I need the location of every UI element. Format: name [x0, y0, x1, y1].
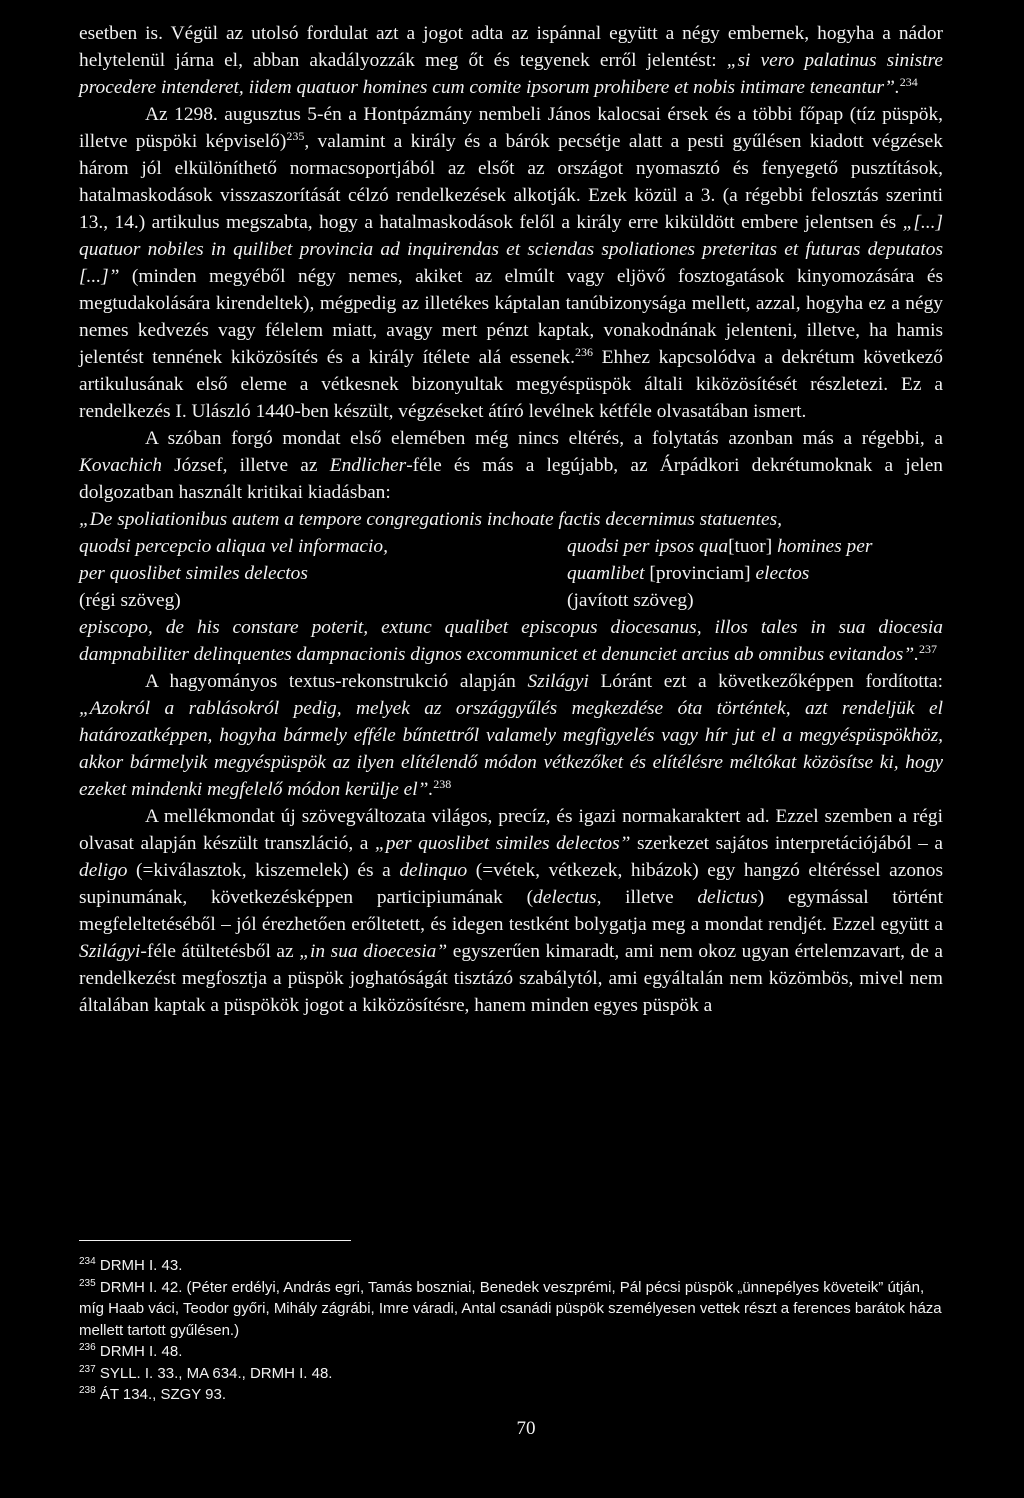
latin-quote: „per quoslibet similes delectos”: [374, 833, 631, 854]
new-reading-line: [567, 560, 943, 587]
text-run: (=kiválasztok, kiszemelek) és a: [127, 860, 400, 881]
paragraph-3: [79, 425, 943, 506]
footnote-ref[interactable]: 238: [433, 777, 452, 791]
latin-word: delictus: [697, 887, 758, 908]
footnote-number: 234: [79, 1256, 96, 1267]
latin-word: deligo: [79, 860, 128, 881]
translation-quote: „Azokról a rablásokról pedig, melyek az országgyűlés megkezdése óta történtek, azt rendeljük el határozatképpen, hogyha bármely efféle bűntettről valamely megfigyelés vagy hír jut el a megyéspüspökhöz, akkor bármelyik megyéspüspök az ilyen elítélendő módon vétkezőket és elítélésre méltókat közösítse ki, hogy ezeket mindenki megfelelő módon kerülje el”.: [79, 698, 943, 800]
new-reading-line: [567, 533, 943, 560]
text-run: ) egymással történt megfeleltetéséből – jól érezhetően erőltetett, és idegen testként bolygatja meg a mondat rendjét. Ezzel együtt a: [79, 887, 943, 935]
text-run: [tuor]: [728, 536, 773, 557]
footnote-235: [79, 1277, 943, 1342]
author-name: Kovachich: [79, 455, 162, 476]
footnote-text: ÁT 134., SZGY 93.: [95, 1386, 227, 1403]
footnote-text: SYLL. I. 33., MA 634., DRMH I. 48.: [95, 1364, 333, 1382]
paragraph-2: [79, 101, 943, 425]
old-reading-label: (régi szöveg): [79, 590, 181, 611]
footnotes: [79, 1255, 943, 1406]
footnote-ref[interactable]: 234: [899, 75, 918, 89]
new-reading-label: (javított szöveg): [567, 590, 694, 611]
paragraph-5: [79, 803, 943, 1019]
footnote-text: DRMH I. 48.: [95, 1343, 183, 1360]
footnote-number: 237: [79, 1363, 96, 1375]
old-reading-line: per quoslibet similes delectos: [79, 563, 308, 584]
old-reading-column: [79, 533, 549, 614]
text-run: (minden megyéből négy nemes, akiket az elmúlt vagy eljövő fosztogatások kinyomozására és megtudakolására kirendeltek), mégpedig az illetékes káptalan tanúbizonysága mellett, azzal, hogyha ez a négy nemes kedvezés vagy félelem miatt, avagy mert pénzt kaptak, vonakodnának jelenteni, illetve, ha hamis jelentést tennének kiközösítés és a király ítélete alá essenek.: [79, 266, 943, 368]
footnote-ref[interactable]: 237: [918, 642, 937, 656]
footnote-234: [79, 1255, 943, 1277]
text-run: quodsi per ipsos qua: [567, 536, 729, 557]
text-run: Lóránt ezt a következőképpen fordította:: [588, 671, 943, 692]
text-comparison: [79, 533, 943, 614]
paragraph-1: [79, 20, 943, 101]
footnote-number: 236: [79, 1342, 96, 1353]
author-name: Szilágyi: [79, 941, 141, 962]
latin-quote: „[...] quatuor nobiles in quilibet provincia ad inquirendas et sciendas spoliationes preteritas et futuras deputatos [...]”: [79, 212, 943, 287]
latin-word: delectus: [533, 887, 597, 908]
latin-quote: „in sua dioecesia”: [299, 941, 448, 962]
page-number: 70: [516, 1418, 536, 1439]
text-run: Ehhez kapcsolódva a dekrétum következő artikulusának első eleme a vétkesnek bizonyultak megyéspüspök általi kiközösítését részletezi. Ez a rendelkezés I. Ulászló 1440-ben készült, végzéseket átíró levélnek kétféle olvasatában ismert.: [79, 347, 943, 422]
text-run: (=vétek, vétkezek, hibázok) egy hangzó eltéréssel azonos supinumának, következésképpen participiumának (: [79, 860, 943, 908]
footnote-ref[interactable]: 236: [574, 345, 593, 359]
footnote-number: 235: [79, 1277, 96, 1289]
footnote-text: DRMH I. 43.: [95, 1257, 183, 1274]
text-run: , valamint a király és a bárók pecsétje alatt a pesti gyűlésen kiadott végzések három jól elkülöníthető normacsoportjából az elsőt az országot nyomasztó és fenyegető pusztítások, hatalmaskodások visszaszorítását célzó rendelkezések alkotják. Ezek közül a 3. (a régebbi felosztás szerinti 13., 14.) artikulus megszabta, hogy a hatalmaskodások felől a király erre kiküldött embere jelentsen és: [79, 131, 943, 233]
footnote-ref[interactable]: 235: [286, 129, 305, 143]
author-name: Szilágyi: [527, 671, 589, 692]
main-text: [79, 20, 943, 1019]
paragraph-4: [79, 668, 943, 803]
text-run: homines per: [772, 536, 873, 557]
text-run: szerkezet sajátos interpretációjából – a: [630, 833, 944, 854]
text-run: egyszerűen kimaradt, ami nem okoz ugyan értelemzavart, de a rendelkezést megfosztja a püspök joghatóságát tisztázó szabálytól, ami egyáltalán nem közömbös, mivel nem általában kaptak a püspökök jogot a kiközösítésre, hanem minden egyes püspök a: [79, 941, 943, 1016]
footnote-text: DRMH I. 42. (Péter erdélyi, András egri, Tamás boszniai, Benedek veszprémi, Pál pécsi püspök „ünnepélyes követeik” útján, míg Haab váci, Teodor győri, Mihály zágrábi, Imre váradi, Antal csanádi püspök személyesen vettek részt a ferences barátok háza mellett tartott gyűlésen.): [79, 1278, 942, 1339]
footnote-236: [79, 1341, 943, 1363]
latin-word: delinquo: [399, 860, 468, 881]
text-run: -féle átültetésből az: [140, 941, 300, 962]
text-run: electos: [755, 563, 810, 584]
text-run: Az 1298. augusztus 5-én a Hontpázmány nembeli János kalocsai érsek és a többi főpap (tíz püspök, illetve püspöki képviselő): [79, 104, 943, 152]
text-run: A mellékmondat új szövegváltozata világos, precíz, és igazi normakaraktert ad. Ezzel szemben a régi olvasat alapján készült transzláció, a: [79, 806, 943, 854]
text-run: József, illetve az: [161, 455, 330, 476]
text-run: , illetve: [596, 887, 698, 908]
latin-quote: „si vero palatinus sinistre procedere intenderet, iidem quatuor homines cum comite ipsorum prohibere et nobis intimare teneantur”.: [79, 50, 943, 98]
footnote-237: [79, 1363, 943, 1385]
text-run: -féle és más a legújabb, az Árpádkori dekrétumoknak a jelen dolgozatban használt kritikai kiadásban:: [79, 455, 943, 503]
latin-quote-tail: [79, 614, 943, 668]
footnote-divider: [79, 1240, 351, 1241]
new-reading-column: [567, 533, 943, 614]
latin-quote-line: „De spoliationibus autem a tempore congregationis inchoate factis decernimus statuentes,: [79, 509, 783, 530]
footnote-number: 238: [79, 1385, 96, 1396]
footnote-238: [79, 1384, 943, 1406]
text-run: episcopo, de his constare poterit, extunc qualibet episcopus diocesanus, illos tales in sua diocesia dampnabiliter delinquentes dampnacionis dignos excommunicet et denunciet arcius ab omnibus evitandos”.: [79, 617, 943, 665]
old-reading-line: quodsi percepcio aliqua vel informacio,: [79, 536, 388, 557]
text-run: quamlibet: [567, 563, 645, 584]
text-run: esetben is. Végül az utolsó fordulat azt a jogot adta az ispánnal együtt a négy embernek, hogyha a nádor helytelenül járna el, abban akadályozzák meg őt és tegyenek erről jelentést:: [79, 23, 943, 71]
text-run: A hagyományos textus-rekonstrukció alapján: [145, 671, 528, 692]
author-name: Endlicher: [329, 455, 407, 476]
text-run: A szóban forgó mondat első elemében még nincs eltérés, a folytatás azonban más a régebbi, a: [145, 428, 943, 449]
text-run: [provinciam]: [644, 563, 756, 584]
